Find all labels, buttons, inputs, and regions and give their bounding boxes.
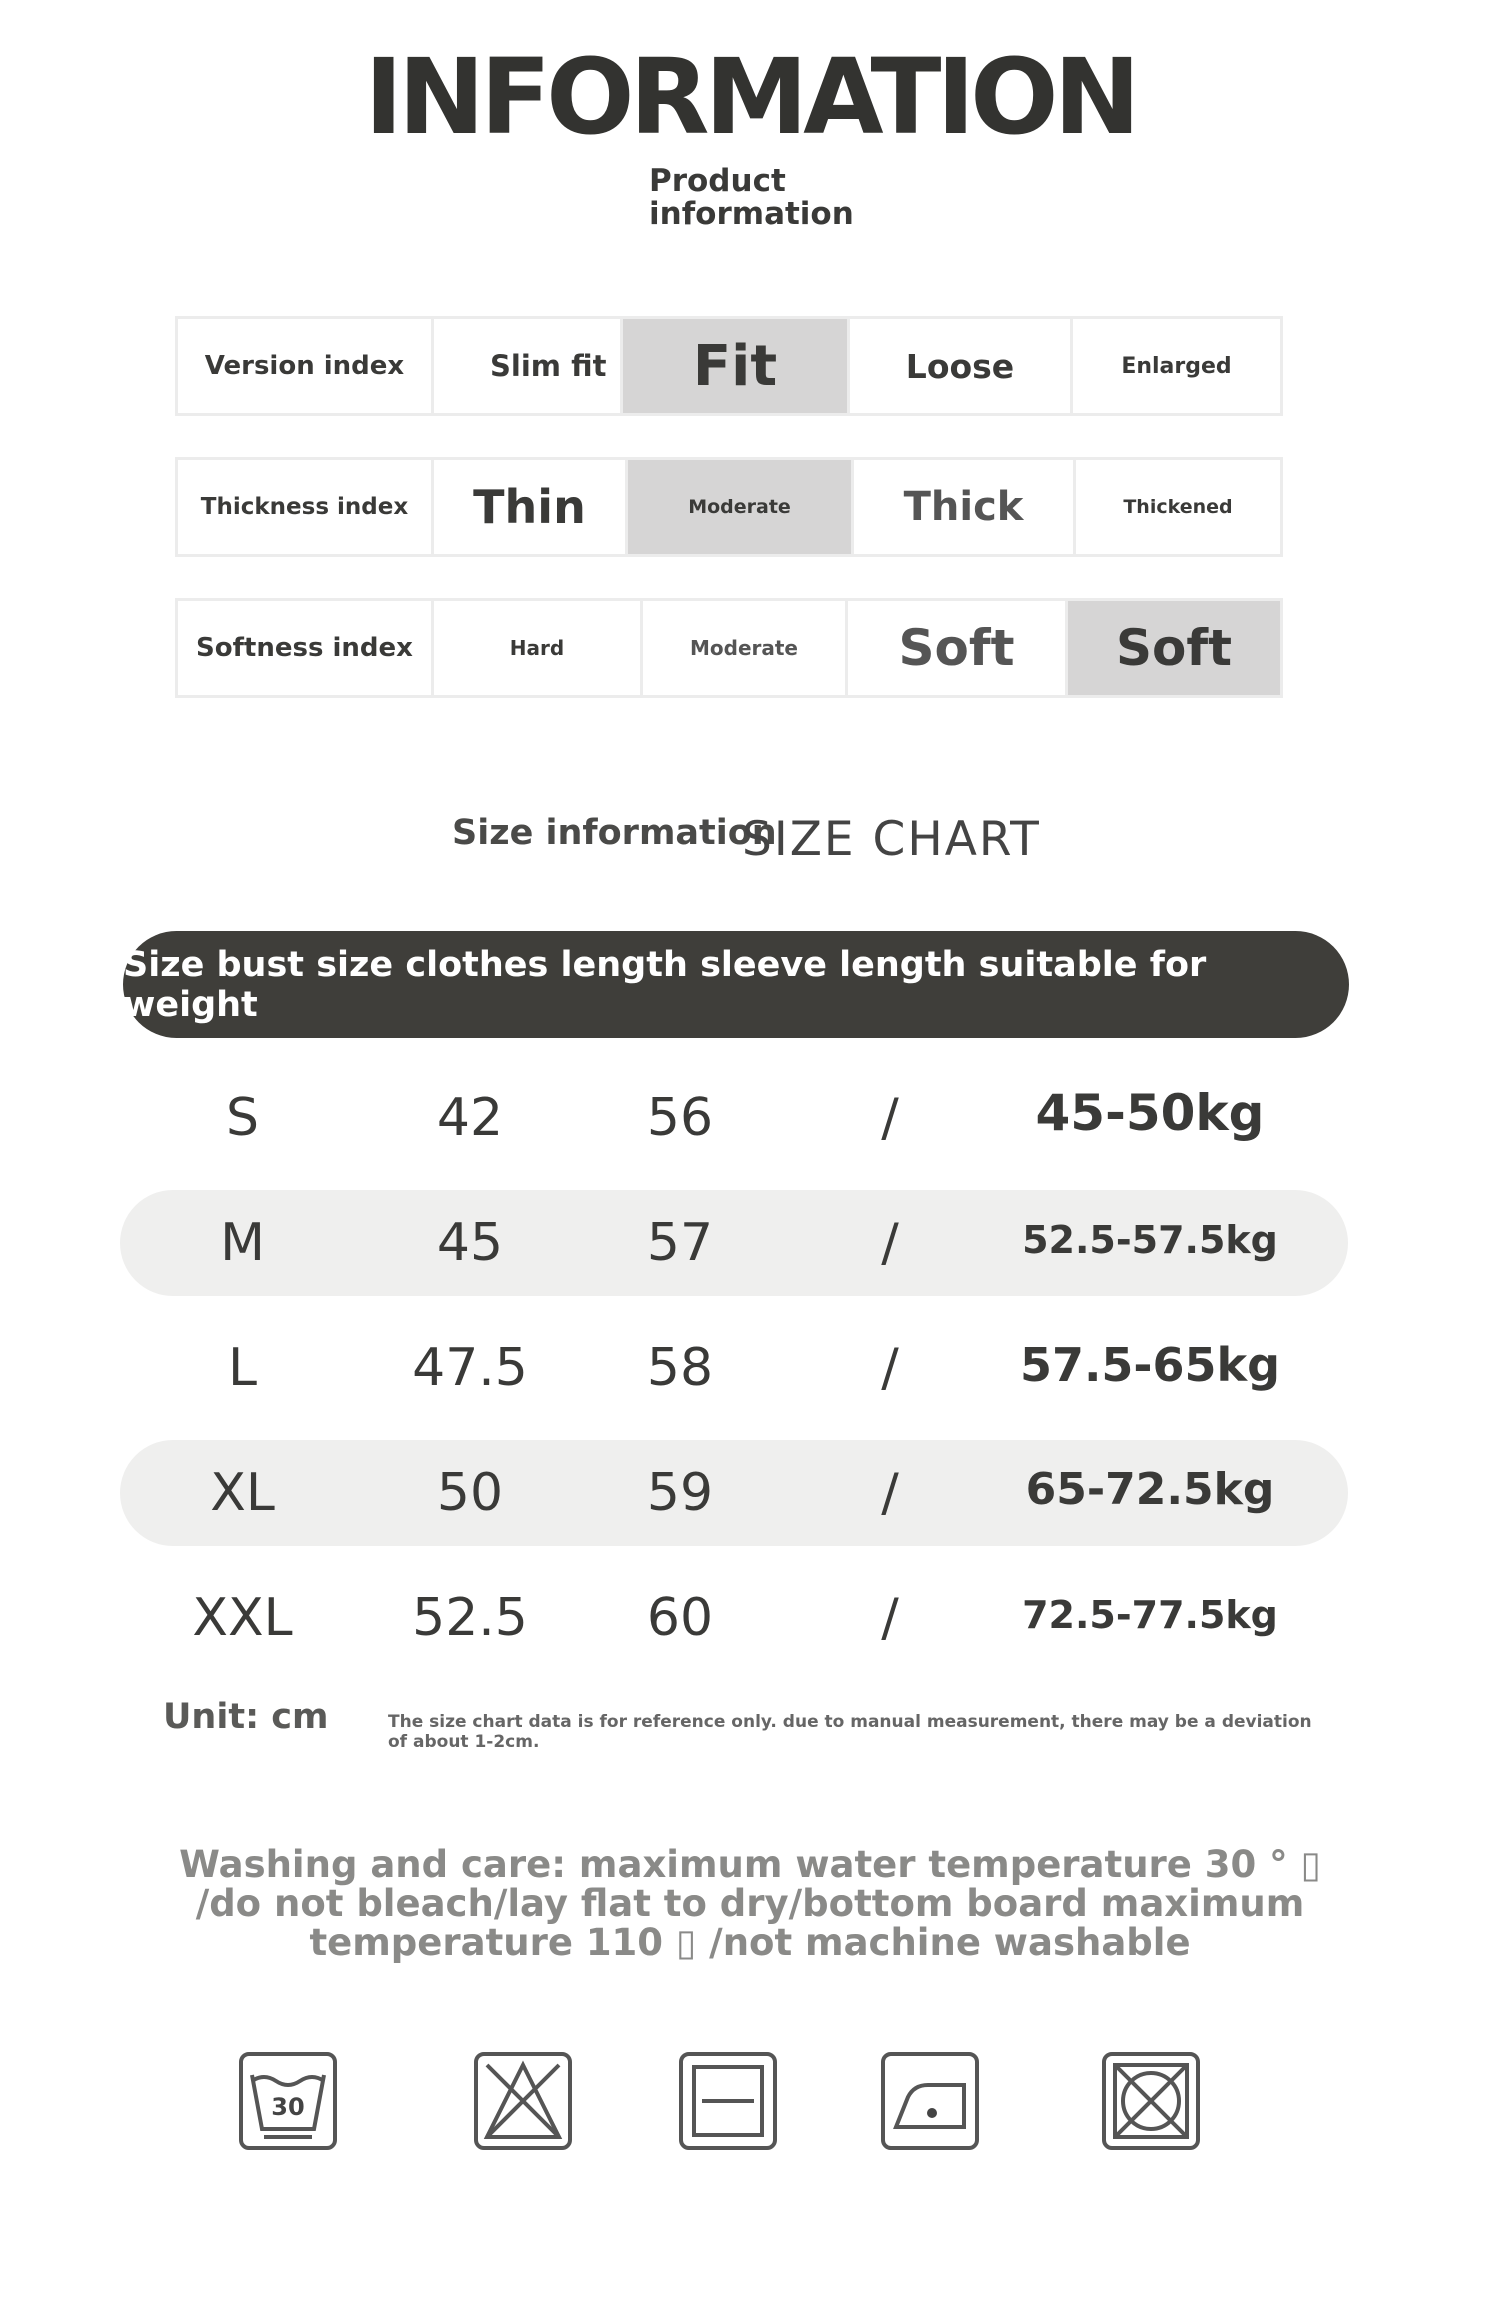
- bust-cell: 47.5: [412, 1338, 528, 1398]
- iron-icon: [880, 2051, 980, 2151]
- size-cell: XXL: [192, 1588, 293, 1648]
- version-option-enlarged: Enlarged: [1121, 353, 1232, 379]
- no-bleach-icon: [473, 2051, 573, 2151]
- bust-cell: 42: [436, 1088, 504, 1148]
- softness-index-row: [175, 598, 1283, 698]
- weight-cell: 72.5-77.5kg: [1022, 1593, 1278, 1637]
- softness-option-soft-selected: Soft: [1068, 601, 1280, 695]
- wash-30-icon: [238, 2051, 338, 2151]
- size-cell: S: [225, 1088, 259, 1148]
- table-row: [120, 1565, 1348, 1671]
- length-cell: 59: [646, 1463, 714, 1523]
- version-option-fit: Fit: [623, 319, 850, 413]
- length-cell: 57: [646, 1213, 714, 1273]
- size-information-label: Size information: [452, 813, 777, 853]
- bust-cell: 50: [436, 1463, 504, 1523]
- sleeve-cell: /: [881, 1088, 899, 1148]
- weight-cell: 65-72.5kg: [1025, 1464, 1275, 1515]
- weight-cell: 52.5-57.5kg: [1022, 1218, 1278, 1262]
- page-title: INFORMATION: [364, 36, 1136, 158]
- size-cell: XL: [210, 1463, 275, 1523]
- version-option-loose: Loose: [850, 319, 1073, 413]
- size-table-header: [123, 931, 1349, 1038]
- length-cell: 58: [646, 1338, 714, 1398]
- thickness-index-label: Thickness index: [178, 460, 434, 554]
- thickness-option-thin: Thin: [434, 460, 628, 554]
- unit-label: Unit: cm: [163, 1697, 329, 1737]
- page-subtitle: Product information: [649, 163, 854, 232]
- length-cell: 60: [646, 1588, 714, 1648]
- table-row: [120, 1315, 1348, 1421]
- thickness-index-row: [175, 457, 1283, 557]
- version-option-slim-fit: Slim fit: [434, 319, 623, 413]
- softness-option-hard: Hard: [434, 601, 643, 695]
- size-cell: M: [220, 1213, 265, 1273]
- sleeve-cell: /: [881, 1588, 899, 1648]
- size-cell: L: [228, 1338, 257, 1398]
- bust-cell: 45: [436, 1213, 504, 1273]
- softness-option-moderate: Moderate: [643, 601, 848, 695]
- size-disclaimer: The size chart data is for reference only. due to manual measurement, there may be a deviation of about 1-2cm.: [388, 1712, 1312, 1752]
- bust-cell: 52.5: [412, 1588, 528, 1648]
- thickness-option-moderate: Moderate: [628, 460, 854, 554]
- sleeve-cell: /: [881, 1213, 899, 1273]
- table-row: [120, 1190, 1348, 1296]
- table-row: [120, 1065, 1348, 1171]
- thickness-option-thickened: Thickened: [1123, 496, 1233, 518]
- weight-cell: 45-50kg: [1035, 1084, 1265, 1142]
- no-machine-wash-icon: [1101, 2051, 1201, 2151]
- size-chart-label: SIZE CHART: [742, 812, 1041, 867]
- softness-option-soft: Soft: [848, 601, 1068, 695]
- table-row: [120, 1440, 1348, 1546]
- weight-cell: 57.5-65kg: [1019, 1338, 1281, 1392]
- version-index-label: Version index: [178, 319, 434, 413]
- size-table-header-text: Size bust size clothes length sleeve length suitable for weight: [123, 944, 1207, 1025]
- sleeve-cell: /: [881, 1463, 899, 1523]
- sleeve-cell: /: [881, 1338, 899, 1398]
- thickness-option-thick: Thick: [854, 460, 1076, 554]
- wash-temperature-label: 30: [271, 2093, 305, 2121]
- version-index-row: [175, 316, 1283, 416]
- length-cell: 56: [646, 1088, 714, 1148]
- dry-flat-icon: [678, 2051, 778, 2151]
- washing-care-text: Washing and care: maximum water temperature 30 ° ▯ /do not bleach/lay flat to dry/bottom board maximum temperature 110 ▯ /not machine washable: [179, 1843, 1321, 1964]
- softness-index-label: Softness index: [178, 601, 434, 695]
